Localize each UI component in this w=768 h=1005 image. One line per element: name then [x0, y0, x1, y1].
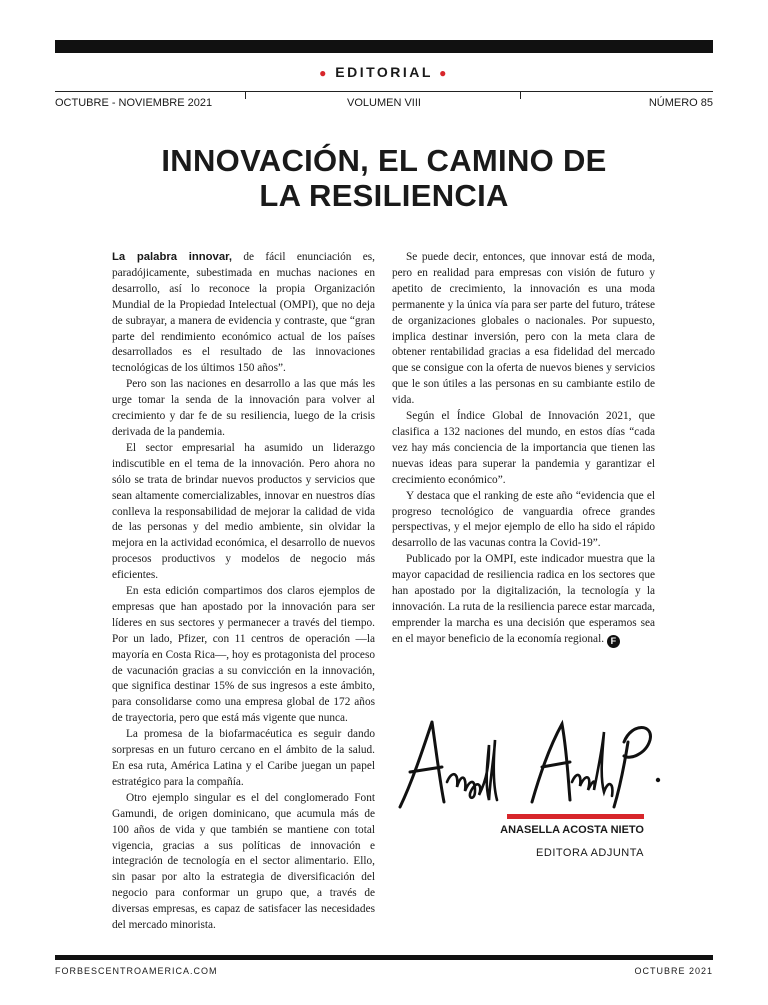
- footer-month: OCTUBRE 2021: [634, 966, 713, 976]
- issue-number: NÚMERO 85: [648, 97, 713, 109]
- paragraph-5: La promesa de la biofarmacéutica es seguir dando sorpresas en un futuro cercano en el ámbito de la salud. En esa ruta, América Latina y el Caribe juegan un papel estratégico para la compañía.: [112, 728, 375, 788]
- lead-in: La palabra innovar,: [112, 251, 233, 263]
- red-bullet-icon: ●: [439, 66, 449, 80]
- top-bar: [55, 40, 713, 53]
- author-name: ANASELLA ACOSTA NIETO: [500, 824, 644, 836]
- article-title: [140, 143, 628, 213]
- title-line-2: LA RESILIENCIA: [259, 178, 509, 213]
- author-role: EDITORA ADJUNTA: [536, 847, 644, 859]
- column-right: [392, 250, 655, 648]
- paragraph-1-text: de fácil enunciación es, paradójicamente, subestimada en muchas naciones en desarrollo, así lo reconoce la propia Organización Mundial de la Propiedad Intelectual (OMPI), que no deja de subrayar, a manera de evidencia y contraste, que “gran parte del rendimiento económico actual de los países desarrollados es el resultado de las innovaciones tecnológicas de los últimos 150 años”.: [112, 251, 375, 375]
- paragraph-10-text: Publicado por la OMPI, este indicador muestra que la mayor capacidad de resiliencia radica en los sectores que han apostado por la digitalización, la tecnología y la innovación. La ruta de la resiliencia parece estar marcada, emprender la marcha es una decisión que esperamos sea en el mayor beneficio de la economía regional.: [392, 553, 655, 645]
- bottom-bar: [55, 955, 713, 960]
- paragraph-10: [392, 552, 655, 648]
- footer-website: FORBESCENTROAMERICA.COM: [55, 966, 218, 976]
- red-bullet-icon: ●: [319, 66, 329, 80]
- handwritten-signature: [392, 712, 662, 812]
- section-label: [0, 64, 768, 80]
- title-line-1: INNOVACIÓN, EL CAMINO DE: [161, 143, 607, 178]
- forbes-end-mark-icon: F: [607, 635, 620, 648]
- volume: VOLUMEN VIII: [347, 97, 421, 109]
- paragraph-3: El sector empresarial ha asumido un liderazgo indiscutible en el tema de la innovación. Pero ahora no sólo se trata de brindar nuevos productos y servicios que sean altamente comercializables, innovar en nuestros días conlleva la responsabilidad de mejorar la calidad de vida de las personas y del medio ambiente, sin olvidar la mejora en la actividad económica, el desarrollo de nuevos procesos productivos y modelos de negocio más eficientes.: [112, 441, 375, 582]
- header-rule: [55, 91, 713, 92]
- paragraph-1: [112, 250, 375, 377]
- issue-date: OCTUBRE - NOVIEMBRE 2021: [55, 97, 213, 109]
- paragraph-9: Y destaca que el ranking de este año “evidencia que el progreso tecnológico de vanguardia ofrece grandes perspectivas, y el mejor ejemplo de ello ha sido el rápido desarrollo de las vacunas contra la Covid-19”.: [392, 489, 655, 550]
- paragraph-4: En esta edición compartimos dos claros ejemplos de empresas que han apostado por la innovación para ser líderes en sus sectores y permanecer a través del tiempo. Por un lado, Pfizer, con 11 centros de operación —la mayoría en Costa Rica—, hoy es protagonista del proceso de vacunación gracias a su convicción en la innovación, que significa destinar 15% de sus ingresos a este ámbito, para consolidarse como una empresa global de 172 años de trayectoria, pero que está más vigente que nunca.: [112, 585, 375, 725]
- paragraph-6: Otro ejemplo singular es el del conglomerado Font Gamundi, de origen dominicano, que acumula más de 100 años de vida y que también se mantiene con total vigencia, gracias a sus políticas de innovación e integración de tecnología en el sector alimentario. Ello, sin pasar por alto la estrategia de diversificación del negocio para conformar un grupo que, a través de diversas empresas, es capaz de satisfacer las necesidades del mercado minorista.: [112, 791, 375, 932]
- column-left: [112, 250, 375, 934]
- signature-red-bar: [507, 814, 644, 819]
- paragraph-7: Se puede decir, entonces, que innovar está de moda, pero en realidad para empresas con visión de futuro y apetito de crecimiento, la innovación es una moda permanente y la única vía para ser parte del futuro, trátese de organizaciones globales o nacionales. Por supuesto, implica destinar inversión, pero con la meta clara de obtener rentabilidad gracias a esa fidelidad del mercado que se consigue con la oferta de nuevos bienes y servicios que le son útiles a las personas en su cambiante estilo de vida.: [392, 251, 655, 407]
- paragraph-8: Según el Índice Global de Innovación 2021, que clasifica a 132 naciones del mundo, en estos días “cada vez hay más conciencia de la importancia que tienen las nuevas ideas para superar la pandemia y garantizar el crecimiento económico”.: [392, 410, 655, 486]
- paragraph-2: Pero son las naciones en desarrollo a las que más les urge tomar la senda de la innovación para volver al crecimiento y dar fe de su resiliencia, luego de la crisis derivada de la pandemia.: [112, 378, 375, 438]
- section-title: EDITORIAL: [335, 64, 433, 80]
